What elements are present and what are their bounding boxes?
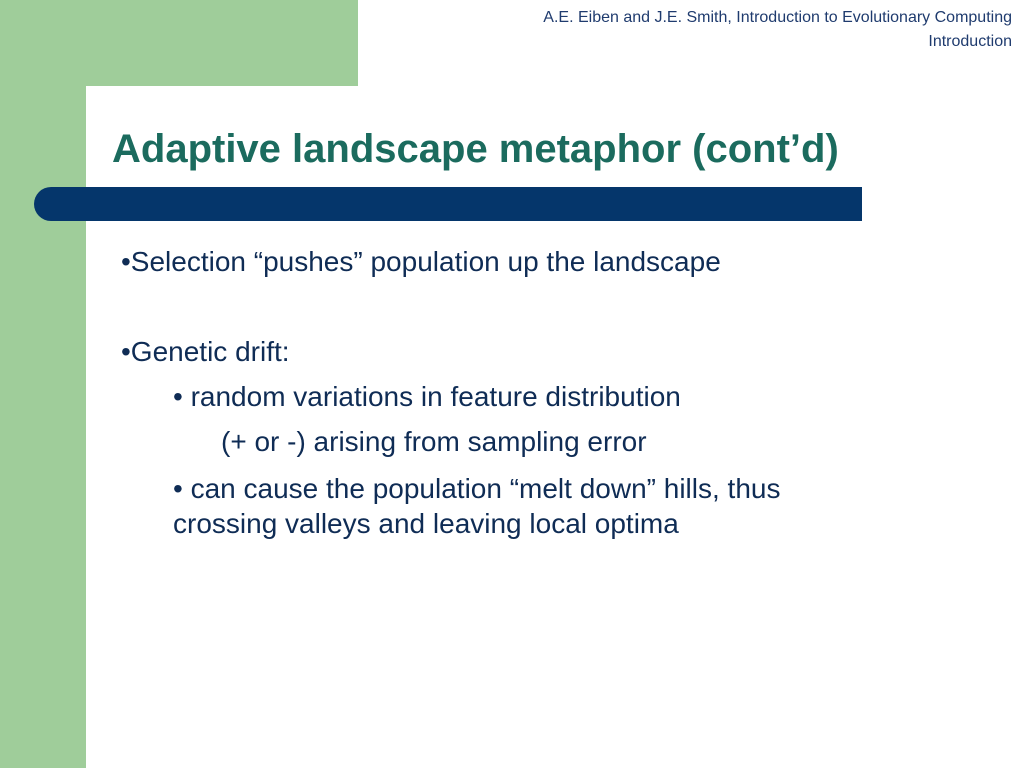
sub-bullet-random-variations-continued: (+ or -) arising from sampling error bbox=[221, 426, 647, 457]
green-top-band bbox=[0, 0, 358, 86]
title-underline-bar bbox=[34, 187, 862, 221]
sub-bullet-melt-down: • can cause the population “melt down” hills, thus bbox=[173, 473, 781, 504]
header-citation-line2: Introduction bbox=[928, 33, 1012, 50]
sub-bullet-melt-down-continued: crossing valleys and leaving local optima bbox=[173, 508, 679, 539]
slide-title: Adaptive landscape metaphor (cont’d) bbox=[112, 127, 839, 171]
green-side-band bbox=[0, 0, 86, 768]
header-citation bbox=[543, 6, 1012, 54]
sub-bullet-random-variations: • random variations in feature distribution bbox=[173, 381, 681, 412]
bullet-genetic-drift: •Genetic drift: bbox=[121, 336, 290, 367]
header-citation-line1: A.E. Eiben and J.E. Smith, Introduction to Evolutionary Computing bbox=[543, 9, 1012, 26]
bullet-selection: •Selection “pushes” population up the landscape bbox=[121, 246, 721, 277]
